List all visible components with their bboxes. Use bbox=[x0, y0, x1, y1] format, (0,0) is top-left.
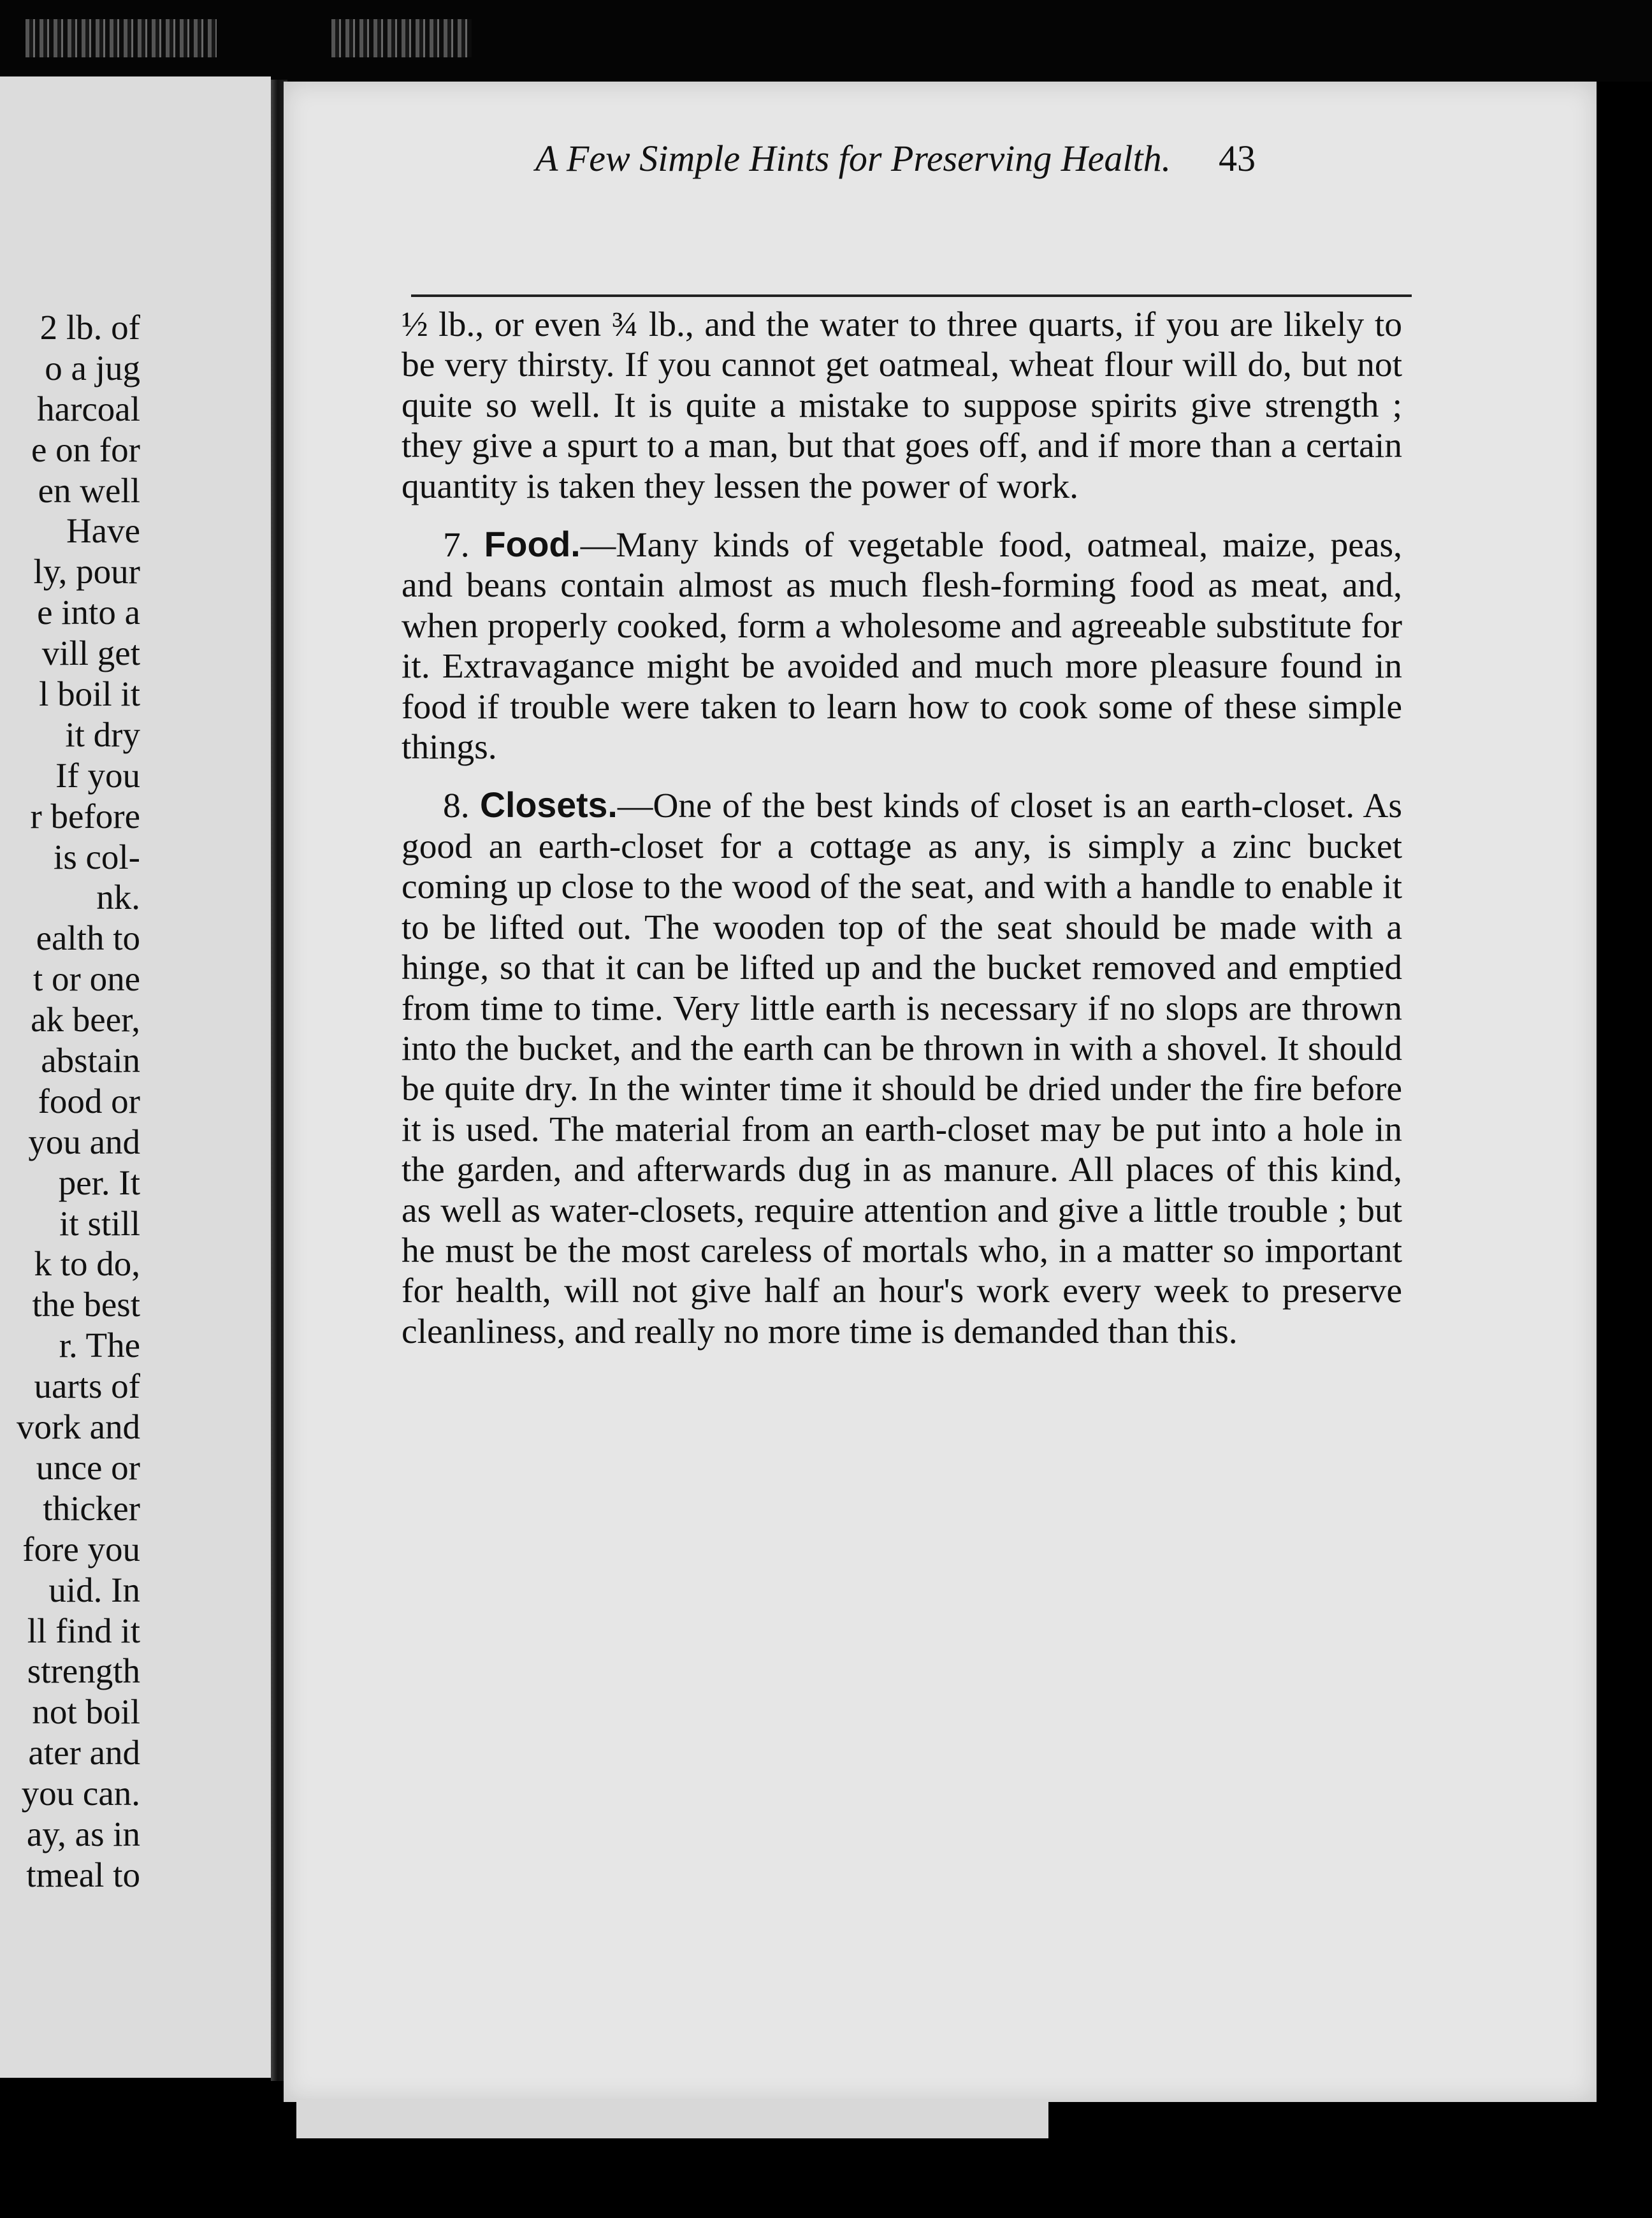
paper-slip bbox=[296, 2100, 1048, 2138]
previous-page-line: t or one bbox=[33, 959, 140, 999]
paragraph-text: —One of the best kinds of closet is an earth-closet. As good an earth-closet for a cottage as any, is simply a zinc bucket coming up close to the wood of the seat, and with a handle to enable it to be lifted out. The wooden top of the seat should be made with a hinge, so that it can be lifted up and the bucket removed and emptied from time to time. Very little earth is necessary if no slops are thrown into the bucket, and the earth can be thrown in with a shovel. It should be quite dry. In the winter time it should be dried under the fire before it is used. The material from an earth-closet may be put into a hole in the garden, and afterwards dug in as manure. All places of this kind, as well as water-closets, require attention and give a little trouble ; but he must be the most careless of mortals who, in a matter so important for health, will not give half an hour's work every week to preserve cleanliness, and really no more time is demanded than this. bbox=[402, 786, 1403, 1351]
previous-page-line: harcoal bbox=[37, 389, 140, 428]
paragraph-text: —Many kinds of vegetable food, oatmeal, maize, peas, and beans contain almost as much flesh-forming food as meat, and, when properly cooked, form a wholesome and agreeable substitute for it. Extravagance might be avoided and much more pleasure found in food if trouble were taken to learn how to cook some of these simple things. bbox=[402, 526, 1402, 767]
previous-page-line: unce or bbox=[36, 1447, 140, 1487]
previous-page-line: food or bbox=[38, 1081, 140, 1120]
previous-page-line: o a jug bbox=[45, 348, 140, 388]
previous-page-line: strength bbox=[27, 1651, 140, 1691]
paragraph-continuation: ½ lb., or even ¾ lb., and the water to three quarts, if you are likely to be very thirsty. If you cannot get oatmeal, wheat flour will do, but not quite so well. It is quite a mistake to suppose spirits give strength ; they give a spurt to a man, but that goes off, and if more than a certain quantity is taken they lessen the power of work. bbox=[402, 305, 1402, 506]
previous-page-line: l boil it bbox=[39, 674, 140, 714]
section-number: 7. bbox=[443, 526, 470, 565]
previous-page-line: the best bbox=[32, 1285, 140, 1324]
scan-artifact bbox=[331, 19, 472, 57]
running-title: A Few Simple Hints for Preserving Health. bbox=[535, 138, 1171, 179]
previous-page-line: you and bbox=[28, 1122, 140, 1161]
page-number: 43 bbox=[1219, 138, 1256, 179]
previous-page-line: it still bbox=[59, 1203, 140, 1243]
previous-page-line: you can. bbox=[21, 1774, 140, 1813]
page-header bbox=[249, 137, 1256, 188]
previous-page-line: it dry bbox=[65, 714, 140, 754]
previous-page-line: vill get bbox=[41, 634, 140, 673]
paragraph-food bbox=[402, 525, 1402, 767]
previous-page-line: Have bbox=[66, 511, 140, 551]
previous-page-line: per. It bbox=[58, 1163, 140, 1202]
previous-page-line: k to do, bbox=[34, 1244, 140, 1284]
previous-page-line: tmeal to bbox=[26, 1855, 140, 1894]
header-rule bbox=[411, 294, 1412, 297]
previous-page-line: abstain bbox=[41, 1041, 140, 1080]
previous-page-line: not boil bbox=[32, 1692, 140, 1732]
previous-page-text bbox=[17, 307, 140, 1895]
scan-artifact bbox=[25, 19, 217, 57]
previous-page-line: en well bbox=[38, 470, 140, 510]
previous-page-line: uid. In bbox=[48, 1570, 140, 1609]
previous-page-line: is col- bbox=[54, 837, 140, 876]
previous-page-line: e into a bbox=[37, 593, 140, 632]
section-heading-closets: Closets. bbox=[479, 785, 618, 825]
previous-page-line: thicker bbox=[43, 1488, 140, 1528]
paragraph-closets bbox=[402, 785, 1402, 1352]
previous-page-line: 2 lb. of bbox=[40, 308, 140, 347]
previous-page-line: If you bbox=[55, 755, 140, 795]
previous-page-line: ll find it bbox=[27, 1611, 140, 1650]
page-body bbox=[402, 305, 1402, 1352]
previous-page-line: ay, as in bbox=[26, 1814, 140, 1853]
section-heading-food: Food. bbox=[484, 525, 581, 565]
previous-page-line: vork and bbox=[17, 1407, 140, 1447]
scan-right-border bbox=[1597, 82, 1652, 2218]
previous-page-fragment bbox=[0, 76, 271, 2078]
previous-page-line: ak beer, bbox=[31, 1000, 140, 1040]
previous-page-line: ater and bbox=[28, 1733, 140, 1772]
section-number: 8. bbox=[443, 786, 470, 826]
previous-page-line: nk. bbox=[96, 878, 140, 917]
previous-page-line: ly, pour bbox=[33, 552, 140, 591]
previous-page-line: r. The bbox=[59, 1326, 140, 1365]
previous-page-line: r before bbox=[30, 796, 140, 836]
previous-page-line: uarts of bbox=[34, 1366, 140, 1406]
previous-page-line: ealth to bbox=[36, 918, 140, 958]
previous-page-line: e on for bbox=[31, 430, 140, 469]
scan-top-border bbox=[0, 0, 1652, 83]
previous-page-line: fore you bbox=[22, 1529, 140, 1569]
